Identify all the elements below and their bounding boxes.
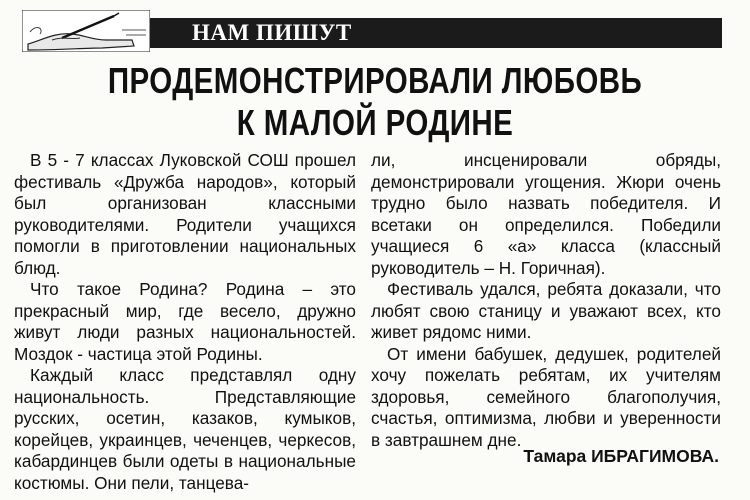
rubric-header bbox=[22, 10, 722, 52]
rubric-label: НАМ ПИШУТ bbox=[192, 20, 352, 45]
left-column bbox=[14, 150, 356, 494]
paragraph: Каждый класс представлял одну национальность. Представляющие русских, осетин, казаков, кумыков, корейцев, украинцев, чеченцев, черкесов, кабардинцев были одеты в национальные костюмы. Они пели, танцева- bbox=[14, 365, 356, 493]
headline-line-2: К МАЛОЙ РОДИНЕ bbox=[236, 102, 514, 143]
paragraph: ли, инсценировали обряды, демонстрировали угощения. Жюри очень трудно было назвать победителя. И всетаки он определился. Победили учащиеся 6 «а» класса (классный руководитель – Н. Горичная). bbox=[371, 150, 721, 278]
headline-line-1: ПРОДЕМОНСТРИРОВАЛИ ЛЮБОВЬ bbox=[107, 60, 643, 101]
article-headline bbox=[68, 60, 683, 144]
paragraph: От имени бабушек, дедушек, родителей хочу пожелать ребятам, их учителям здоровья, семейного благополучия, счастья, оптимизма, любви и уверенности в завтрашнем дне. bbox=[371, 343, 721, 450]
author-signature: Тамара ИБРАГИМОВА. bbox=[523, 446, 719, 466]
paragraph: Фестиваль удался, ребята доказали, что любят свою станицу и уважают всех, кто живет рядомс ними. bbox=[371, 279, 721, 342]
writing-hand-icon bbox=[22, 10, 150, 52]
rubric-bar bbox=[150, 18, 722, 48]
paragraph: Что такое Родина? Родина – это прекрасный мир, где весело, дружно живут люди разных национальностей. Моздок - частица этой Родины. bbox=[14, 279, 356, 364]
paragraph: В 5 - 7 классах Луковской СОШ прошел фестиваль «Дружба народов», который был организован классными руководителями. Родители учащихся помогли в приготовлении национальных блюд. bbox=[14, 150, 356, 278]
right-column bbox=[371, 150, 721, 451]
